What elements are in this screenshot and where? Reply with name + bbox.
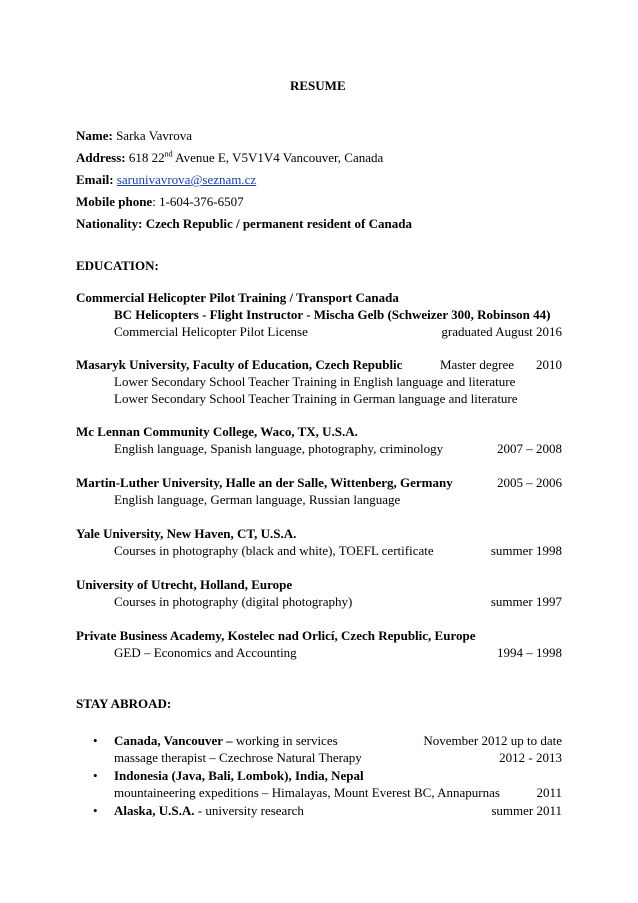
email-line bbox=[76, 172, 256, 188]
nationality-line: Nationality: Czech Republic / permanent resident of Canada bbox=[76, 216, 412, 231]
abroad-date: 2011 bbox=[536, 785, 562, 800]
address-label: Address: bbox=[76, 150, 126, 165]
edu-title: Private Business Academy, Kostelec nad Orlicí, Czech Republic, Europe bbox=[76, 628, 476, 643]
edu-title: Mc Lennan Community College, Waco, TX, U.S.A. bbox=[76, 424, 358, 439]
edu-date: summer 1997 bbox=[490, 594, 562, 609]
edu-detail: Courses in photography (digital photography) bbox=[114, 594, 353, 609]
edu-date: 2005 – 2006 bbox=[497, 475, 562, 490]
address-rest: Avenue E, V5V1V4 Vancouver, Canada bbox=[172, 150, 384, 165]
edu-date: 2007 – 2008 bbox=[497, 441, 562, 456]
edu-degree: Master degree bbox=[440, 357, 514, 372]
abroad-place: Alaska, U.S.A. bbox=[114, 803, 195, 818]
edu-title: Masaryk University, Faculty of Education, Czech Republic bbox=[76, 357, 403, 372]
abroad-place: Canada, Vancouver – bbox=[114, 733, 233, 748]
edu-detail: Lower Secondary School Teacher Training in German language and literature bbox=[114, 391, 518, 406]
edu-title: University of Utrecht, Holland, Europe bbox=[76, 577, 293, 592]
abroad-detail: massage therapist – Czechrose Natural Therapy bbox=[114, 750, 362, 765]
address-number: 618 22 bbox=[128, 150, 165, 165]
edu-detail: BC Helicopters - Flight Instructor - Mischa Gelb (Schweizer 300, Robinson 44) bbox=[114, 307, 551, 322]
edu-date: 1994 – 1998 bbox=[497, 645, 562, 660]
abroad-date: 2012 - 2013 bbox=[499, 750, 562, 765]
abroad-heading: STAY ABROAD: bbox=[76, 696, 172, 711]
edu-title: Commercial Helicopter Pilot Training / Transport Canada bbox=[76, 290, 399, 305]
edu-date: graduated August 2016 bbox=[441, 324, 562, 339]
address-line bbox=[76, 150, 383, 166]
edu-detail: Lower Secondary School Teacher Training in English language and literature bbox=[114, 374, 516, 389]
email-label: Email: bbox=[76, 172, 114, 187]
edu-date: 2010 bbox=[536, 357, 562, 372]
bullet-icon: • bbox=[93, 733, 98, 748]
name-line bbox=[76, 128, 192, 144]
edu-detail: Commercial Helicopter Pilot License bbox=[114, 324, 308, 339]
abroad-date: summer 2011 bbox=[491, 803, 562, 818]
edu-title: Yale University, New Haven, CT, U.S.A. bbox=[76, 526, 297, 541]
abroad-date: November 2012 up to date bbox=[423, 733, 562, 748]
address-ordinal: nd bbox=[164, 149, 173, 159]
abroad-detail: mountaineering expeditions – Himalayas, Mount Everest BC, Annapurnas bbox=[114, 785, 500, 800]
name-value: Sarka Vavrova bbox=[116, 128, 193, 143]
phone-line bbox=[76, 194, 244, 210]
abroad-title: Indonesia (Java, Bali, Lombok), India, Nepal bbox=[114, 768, 364, 783]
education-heading: EDUCATION: bbox=[76, 258, 159, 273]
edu-detail: GED – Economics and Accounting bbox=[114, 645, 297, 660]
abroad-title bbox=[114, 733, 338, 749]
edu-date: summer 1998 bbox=[490, 543, 562, 558]
name-label: Name: bbox=[76, 128, 113, 143]
edu-title: Martin-Luther University, Halle an der Salle, Wittenberg, Germany bbox=[76, 475, 453, 490]
abroad-title bbox=[114, 803, 304, 819]
email-link[interactable]: sarunivavrova@seznam.cz bbox=[116, 172, 257, 187]
edu-detail: English language, German language, Russian language bbox=[114, 492, 401, 507]
edu-detail: English language, Spanish language, photography, criminology bbox=[114, 441, 444, 456]
abroad-activity: - university research bbox=[194, 803, 304, 818]
page-title: RESUME bbox=[290, 78, 346, 93]
phone-value: : 1-604-376-6507 bbox=[152, 194, 244, 209]
bullet-icon: • bbox=[93, 803, 98, 818]
abroad-activity: working in services bbox=[232, 733, 338, 748]
bullet-icon: • bbox=[93, 768, 98, 783]
edu-detail: Courses in photography (black and white), TOEFL certificate bbox=[114, 543, 434, 558]
phone-label: Mobile phone bbox=[76, 194, 153, 209]
